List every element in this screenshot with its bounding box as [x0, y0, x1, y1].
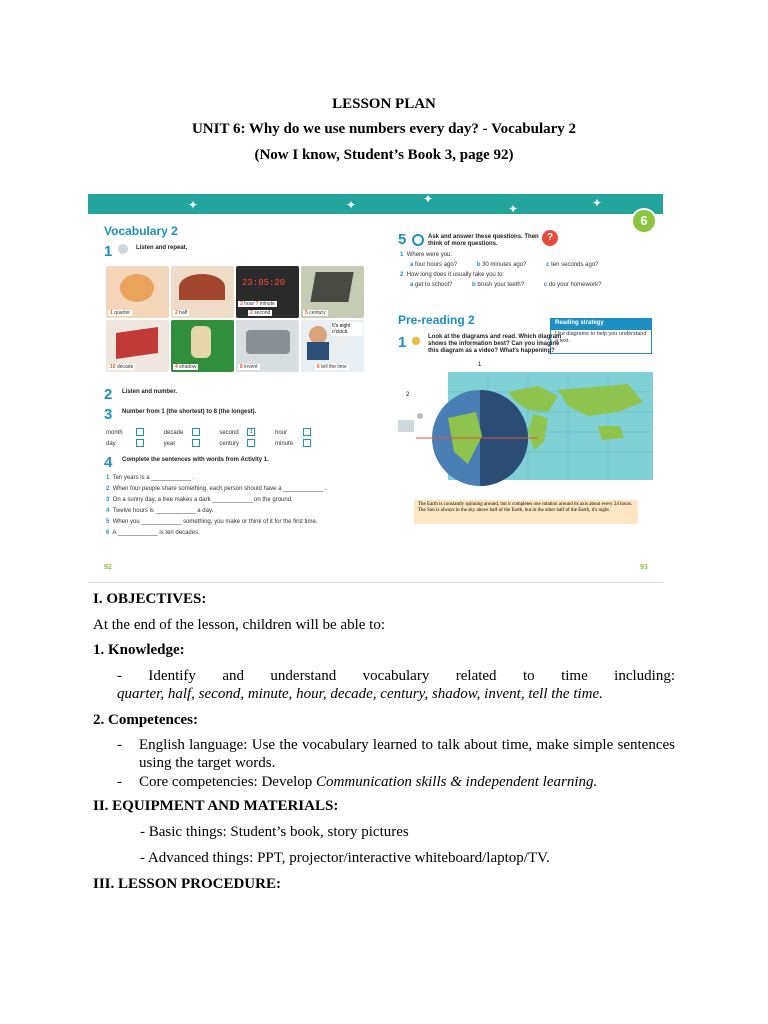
picture-shadow: 4 shadow	[171, 320, 234, 372]
knowledge-words: quarter, half, second, minute, hour, decade, century, shadow, invent, tell the time.	[117, 686, 603, 702]
star-icon: ✦	[346, 198, 357, 212]
earth-rotation-diagram	[398, 372, 653, 492]
star-icon: ✦	[592, 196, 603, 210]
list-item: - Core competencies: Develop Communication skills & independent learning.	[117, 774, 598, 790]
star-icon: ✦	[188, 198, 199, 212]
prereading-title: Pre-reading 2	[398, 313, 475, 327]
picture-invent: 8 invent	[236, 320, 299, 372]
exercise-instruction: Listen and repeat.	[136, 245, 188, 251]
question-1: 1 Where were you:	[400, 252, 453, 258]
star-icon: ✦	[423, 194, 434, 206]
competences-list	[117, 736, 675, 791]
exercise-number: 4	[104, 454, 113, 471]
procedure-heading: III. LESSON PROCEDURE:	[93, 876, 281, 892]
vocabulary-title: Vocabulary 2	[104, 224, 178, 238]
page-number-right: 93	[640, 564, 648, 571]
book-reference: (Now I know, Student’s Book 3, page 92)	[254, 147, 514, 163]
exercise-number: 1	[104, 243, 113, 260]
page-number-left: 92	[104, 564, 112, 571]
audio-icon	[118, 244, 128, 254]
star-icon: ✦	[508, 202, 519, 216]
speech-bubble: It's eight o'clock.	[331, 322, 363, 336]
earth-diagram	[398, 362, 653, 492]
list-item: 2 When four people share something, each person should have a ____________ .	[106, 486, 327, 492]
unit-badge: 6	[631, 208, 657, 234]
list-item: 4 Twelve hours is ____________ a day.	[106, 508, 214, 514]
equipment-basic: - Basic things: Student’s book, story pictures	[140, 824, 409, 840]
equipment-advanced: - Advanced things: PPT, projector/interactive whiteboard/laptop/TV.	[140, 850, 550, 866]
digital-clock: 23:05:20	[242, 278, 286, 288]
ranking-row: month decade second 1 hour	[106, 428, 311, 437]
objectives-heading: I. OBJECTIVES:	[93, 591, 207, 607]
picture-decade: 10 decade	[106, 320, 169, 372]
sentence-list	[106, 474, 336, 537]
ranking-row: day year century minute	[106, 439, 311, 448]
picture-half: 2 half	[171, 266, 234, 318]
exercise-number: 3	[104, 406, 113, 423]
picture-tell-the-time: It's eight o'clock. 6 tell the time	[301, 320, 364, 372]
list-item: 6 A ____________ is ten decades.	[106, 530, 200, 536]
competences-heading: 2. Competences:	[93, 712, 198, 728]
picture-clock: 23:05:20 3 hour 7 minute 2 second	[236, 266, 299, 318]
picture-quarter: 1 quarter	[106, 266, 169, 318]
list-item: - English language: Use the vocabulary learned to talk about time, make simple sentences using the target words.	[117, 737, 675, 771]
strategy-text: Use diagrams to help you understand a text.	[555, 331, 647, 344]
knowledge-text: - Identify and understand vocabulary related to time including:	[117, 668, 675, 684]
question-1-options: a four hours ago? b 30 minutes ago? c ten seconds ago?	[410, 262, 599, 268]
reading-strategy-box	[550, 318, 652, 354]
exercise-instruction: Number from 1 (the shortest) to 8 (the longest).	[122, 409, 257, 415]
exercise-number: 2	[104, 386, 113, 403]
knowledge-heading: 1. Knowledge:	[93, 642, 185, 658]
exercise-instruction: Listen and number.	[122, 389, 178, 395]
speaking-icon	[412, 234, 424, 246]
exercise-instruction: Complete the sentences with words from Activity 1.	[122, 457, 269, 463]
question-icon: ?	[542, 230, 558, 246]
page-banner	[88, 194, 663, 214]
question-2-options: a get to school? b brush your teeth? c do your homework?	[410, 282, 602, 288]
exercise-number: 5	[398, 231, 407, 248]
question-2: 2 How long does it usually take you to:	[400, 272, 505, 278]
textbook-spread-image	[88, 194, 663, 583]
reading-icon	[412, 337, 420, 345]
diagram-caption: The Earth is constantly spinning around, but it completes one rotation around its axis about every 24 hours. The Sun is always in the sky above half of the Earth, but in the other half of the Earth, it's night.	[414, 500, 638, 524]
objectives-intro: At the end of the lesson, children will be able to:	[93, 617, 386, 633]
equipment-heading: II. EQUIPMENT AND MATERIALS:	[93, 798, 339, 814]
unit-title: UNIT 6: Why do we use numbers every day? - Vocabulary 2	[191, 121, 577, 137]
exercise-instruction: Look at the diagrams and read. Which diagram shows the information best? Can you imagine this diagram as a video? What's happening?	[428, 334, 562, 354]
diagram-label-2: 2	[406, 392, 410, 398]
exercise-instruction: Ask and answer these questions. Then think of more questions.	[428, 234, 539, 247]
picture-century: 5 century	[301, 266, 364, 318]
doc-title: LESSON PLAN	[332, 96, 436, 112]
exercise-number: 1	[398, 334, 407, 351]
strategy-title: Reading strategy	[551, 319, 651, 330]
diagram-label-1: 1	[478, 362, 482, 368]
list-item: 5 When you ____________ something, you make or think of it for the first time.	[106, 519, 318, 525]
list-item: 1 Ten years is a ____________ .	[106, 475, 195, 481]
list-item: 3 On a sunny day, a tree makes a dark ____________ on the ground.	[106, 497, 293, 503]
